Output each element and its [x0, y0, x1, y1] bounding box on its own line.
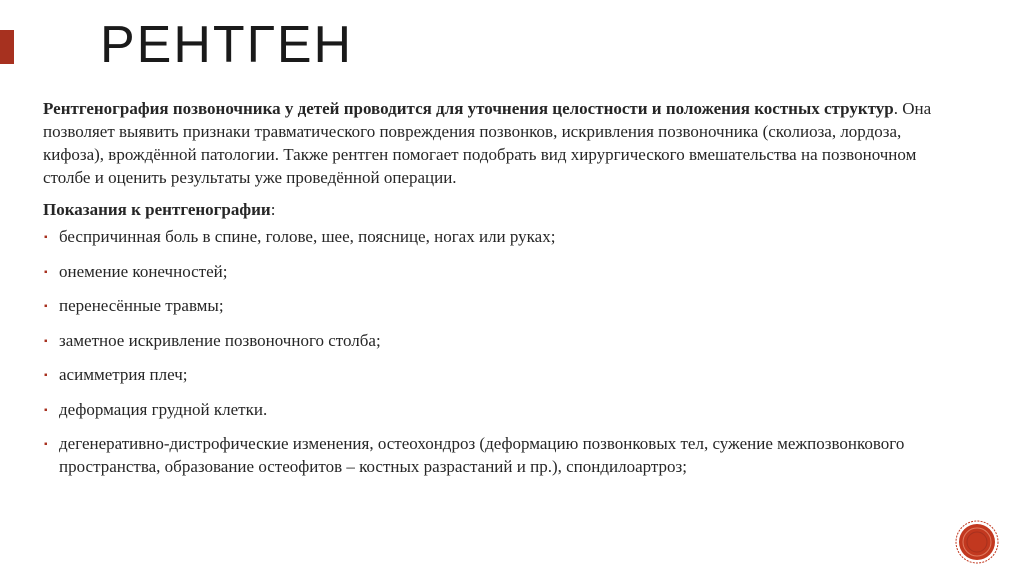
bullet-icon: ▪	[44, 301, 48, 312]
list-item-text: деформация грудной клетки.	[59, 399, 268, 419]
decorative-circle-logo-icon	[955, 520, 999, 564]
indications-heading-text: Показания к рентгенографии	[43, 200, 271, 219]
list-item	[43, 294, 963, 317]
indications-heading	[43, 198, 963, 221]
indications-list	[43, 225, 963, 478]
list-item	[43, 329, 963, 352]
bullet-icon: ▪	[44, 335, 48, 347]
bullet-icon: ▪	[44, 232, 48, 243]
indications-heading-suffix: :	[270, 200, 276, 219]
list-item-text: асимметрия плеч;	[59, 365, 188, 384]
list-item-text: беспричинная боль в спине, голове, шее, пояснице, ногах или руках;	[59, 227, 556, 246]
list-item-text: онемение конечностей;	[59, 261, 228, 281]
list-item-text: дегенеративно-дистрофические изменения, остеохондроз (деформацию позвонковых тел, сужение межпозвонкового пространства, образование остеофитов – костных разрастаний и пр.), спондилоартроз;	[59, 434, 905, 476]
intro-paragraph	[43, 97, 963, 189]
bullet-icon: ▪	[44, 266, 48, 278]
intro-normal-text: . Она позволяет выявить признаки травматического повреждения позвонков, искривления позвоночника (сколиоза, лордоза, кифоза), врождённой патологии. Также рентген помогает подобрать вид хирургического вмешательства на позвоночном столбе и оценить результаты уже проведённой операции.	[43, 99, 932, 187]
list-item-text: заметное искривление позвоночного столба;	[59, 330, 381, 350]
list-item	[43, 432, 963, 478]
slide-content	[43, 97, 963, 490]
list-item	[43, 260, 963, 283]
bullet-icon: ▪	[44, 404, 48, 416]
list-item	[43, 225, 963, 248]
list-item	[43, 398, 963, 421]
bullet-icon: ▪	[44, 439, 48, 450]
logo-svg	[955, 520, 999, 564]
bullet-icon: ▪	[44, 370, 48, 381]
list-item	[43, 363, 963, 386]
slide-title: РЕНТГЕН	[100, 16, 354, 74]
intro-bold-text: Рентгенография позвоночника у детей проводится для уточнения целостности и положения костных структур	[43, 99, 894, 118]
accent-bar	[0, 30, 14, 64]
list-item-text: перенесённые травмы;	[59, 296, 224, 315]
